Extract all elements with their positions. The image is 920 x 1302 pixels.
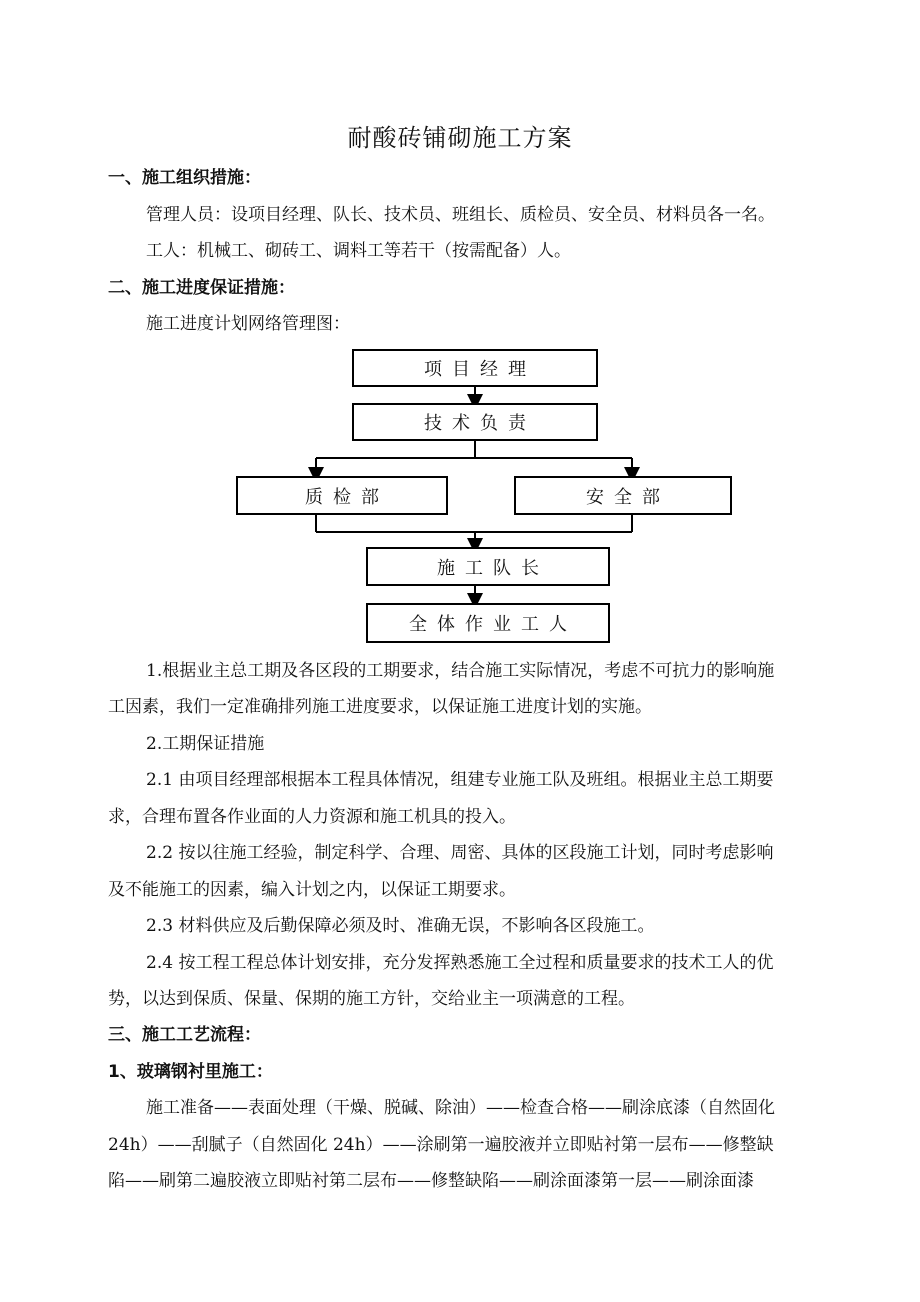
paragraph-management: 管理人员：设项目经理、队长、技术员、班组长、质检员、安全员、材料员各一名。 [146, 205, 775, 225]
paragraph-2-2-line-2: 及不能施工的因素，编入计划之内，以保证工期要求。 [108, 880, 516, 900]
section-heading-3: 三、施工工艺流程： [108, 1025, 261, 1045]
page-title: 耐酸砖铺砌施工方案 [347, 124, 573, 152]
node-quality-dept: 质检部 [236, 476, 448, 515]
paragraph-2-3: 2.3 材料供应及后勤保障必须及时、准确无误，不影响各区段施工。 [146, 916, 655, 936]
chart-intro: 施工进度计划网络管理图： [146, 314, 350, 334]
paragraph-2-4-line-2: 势，以达到保质、保量、保期的施工方针，交给业主一项满意的工程。 [108, 989, 635, 1009]
node-project-manager: 项目经理 [352, 349, 598, 387]
flow-line-2: 24h）——刮腻子（自然固化 24h）——涂刷第一遍胶液并立即贴衬第一层布——修整缺 [108, 1135, 774, 1155]
node-all-workers: 全体作业工人 [366, 603, 610, 643]
node-safety-dept: 安全部 [514, 476, 732, 515]
paragraph-2-1-line-2: 求，合理布置各作业面的人力资源和施工机具的投入。 [108, 807, 516, 827]
paragraph-2-1-line-1: 2.1 由项目经理部根据本工程具体情况，组建专业施工队及班组。根据业主总工期要 [146, 770, 774, 790]
section-heading-1: 一、施工组织措施： [108, 168, 261, 188]
flow-line-3: 陷——刷第二遍胶液立即贴衬第二层布——修整缺陷——刷涂面漆第一层——刷涂面漆 [108, 1171, 754, 1191]
paragraph-workers: 工人：机械工、砌砖工、调料工等若干（按需配备）人。 [146, 241, 571, 261]
paragraph-2-2-line-1: 2.2 按以往施工经验，制定科学、合理、周密、具体的区段施工计划，同时考虑影响 [146, 843, 774, 863]
paragraph-1-line-1: 1.根据业主总工期及各区段的工期要求，结合施工实际情况，考虑不可抗力的影响施 [146, 661, 775, 681]
paragraph-2: 2.工期保证措施 [146, 734, 265, 754]
paragraph-2-4-line-1: 2.4 按工程工程总体计划安排，充分发挥熟悉施工全过程和质量要求的技术工人的优 [146, 953, 774, 973]
node-construction-captain: 施工队长 [366, 547, 610, 586]
subsection-heading-1: 1、玻璃钢衬里施工： [108, 1062, 273, 1082]
section-heading-2: 二、施工进度保证措施： [108, 278, 295, 298]
flow-line-1: 施工准备——表面处理（干燥、脱碱、除油）——检查合格——刷涂底漆（自然固化 [146, 1098, 775, 1118]
node-technical-lead: 技术负责 [352, 403, 598, 441]
paragraph-1-line-2: 工因素，我们一定准确排列施工进度要求，以保证施工进度计划的实施。 [108, 697, 652, 717]
